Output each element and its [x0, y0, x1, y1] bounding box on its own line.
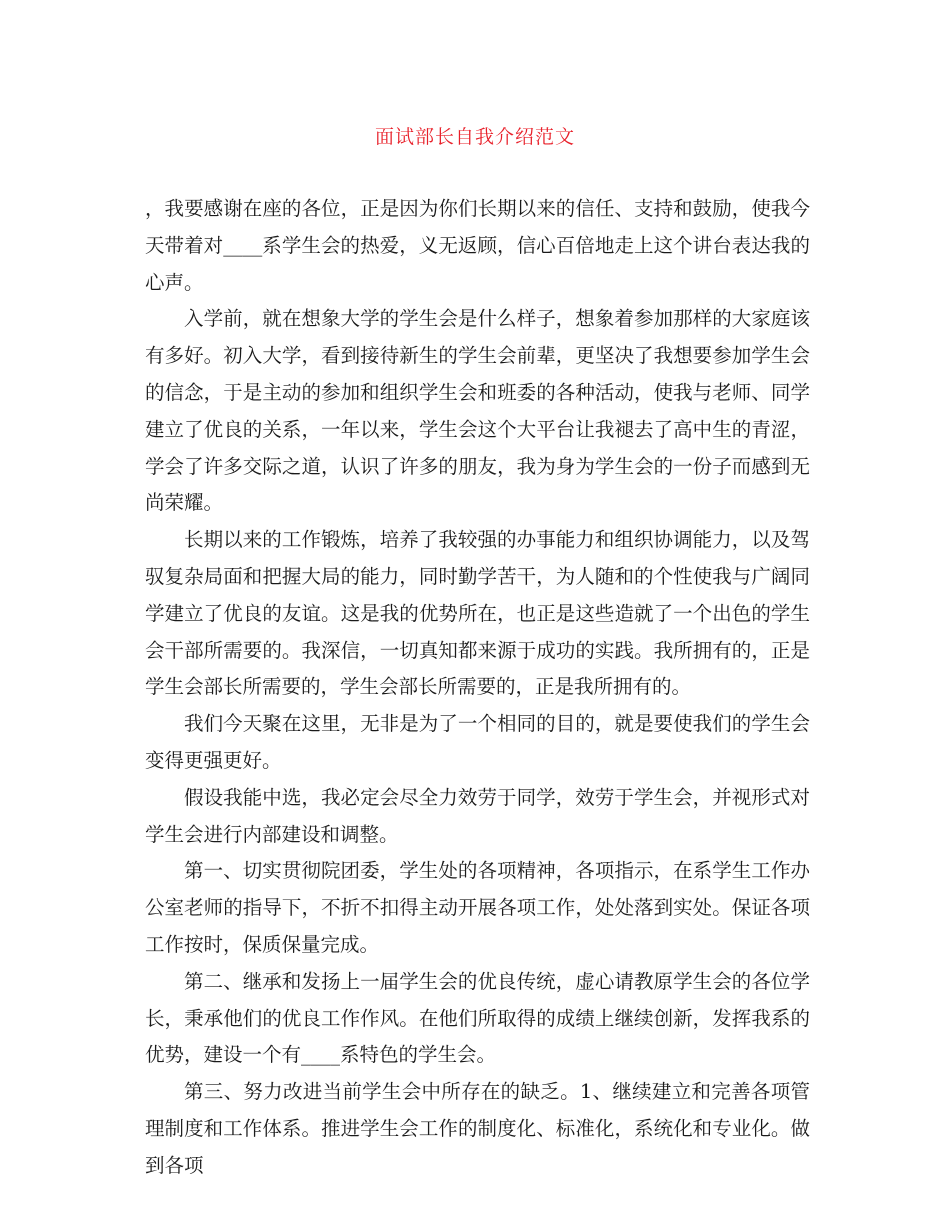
paragraph-point-one: 第一、切实贯彻院团委，学生处的各项精神，各项指示，在系学生工作办公室老师的指导下，不折不扣得主动开展各项工作，处处落到实处。保证各项工作按时，保质保量完成。	[145, 859, 810, 956]
document-title: 面试部长自我介绍范文	[374, 126, 575, 148]
paragraph-if-elected: 假设我能中选，我必定会尽全力效劳于同学，效劳于学生会，并视形式对学生会进行内部建设和调整。	[145, 785, 810, 846]
paragraph-work-experience: 长期以来的工作锻炼，培养了我较强的办事能力和组织协调能力，以及驾驭复杂局面和把握大局的能力，同时勤学苦干，为人随和的个性使我与广阔同学建立了优良的友谊。这是我的优势所在，也正是这些造就了一个出色的学生会干部所需要的。我深信，一切真知都来源于成功的实践。我所拥有的，正是学生会部长所需要的，学生会部长所需要的，正是我所拥有的。	[145, 528, 810, 699]
paragraph-point-two: 第二、继承和发扬上一届学生会的优良传统，虚心请教原学生会的各位学长，秉承他们的优良工作作风。在他们所取得的成绩上继续创新，发挥我系的优势，建设一个有____系特色的学生会。	[145, 969, 810, 1067]
paragraph-point-three: 第三、努力改进当前学生会中所存在的缺乏。1、继续建立和完善各项管理制度和工作体系。推进学生会工作的制度化、标准化，系统化和专业化。做到各项	[145, 1080, 810, 1177]
paragraph-before-enrollment: 入学前，就在想象大学的学生会是什么样子，想象着参加那样的大家庭该有多好。初入大学，看到接待新生的学生会前辈，更坚决了我想要参加学生会的信念，于是主动的参加和组织学生会和班委的各种活动，使我与老师、同学建立了优良的关系，一年以来，学生会这个大平台让我褪去了高中生的青涩，学会了许多交际之道，认识了许多的朋友，我为身为学生会的一份子而感到无尚荣耀。	[145, 307, 810, 515]
paragraph-common-goal: 我们今天聚在这里，无非是为了一个相同的目的，就是要使我们的学生会变得更强更好。	[145, 712, 810, 772]
paragraph-opening: ，我要感谢在座的各位，正是因为你们长期以来的信任、支持和鼓励，使我今天带着对____系学生会的热爱，义无返顾，信心百倍地走上这个讲台表达我的心声。	[145, 197, 810, 294]
document-body	[145, 191, 810, 1185]
